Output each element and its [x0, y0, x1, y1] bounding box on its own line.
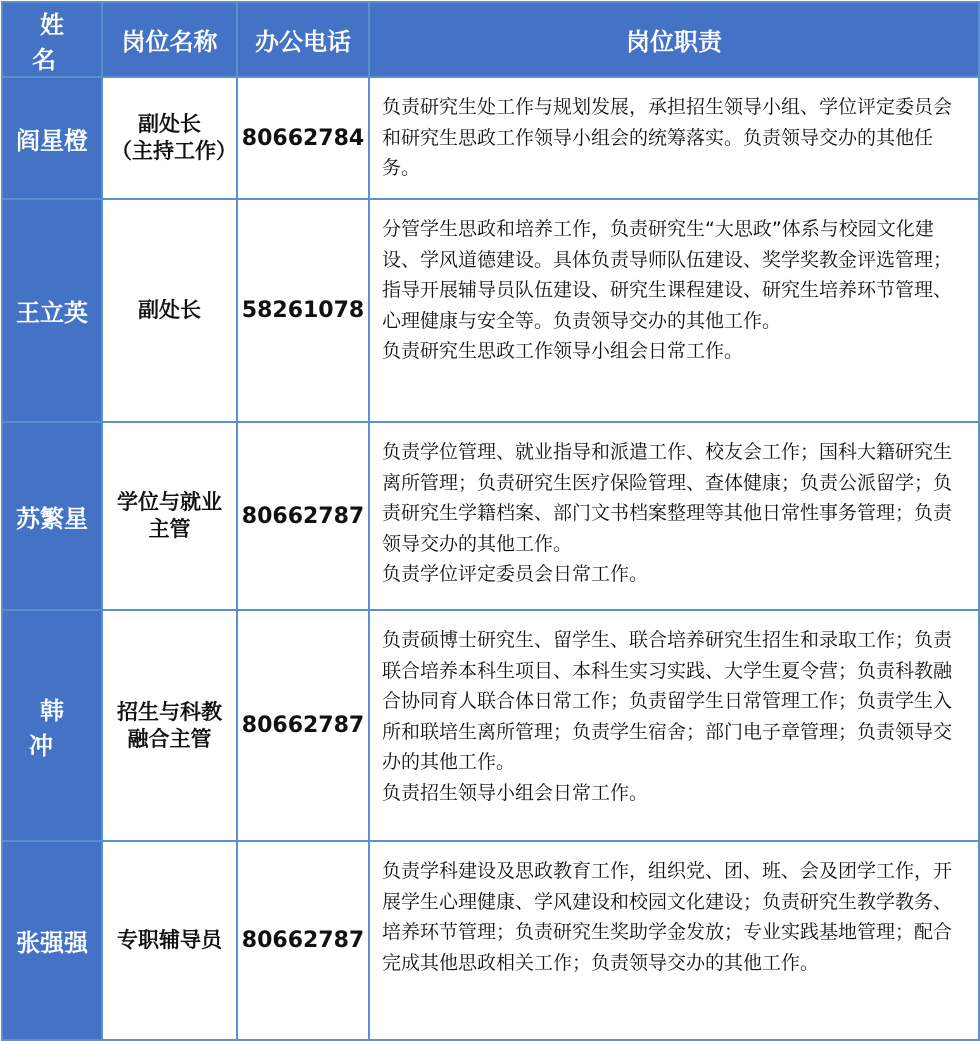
position-line: （主持工作） [111, 139, 237, 163]
duty-paragraph: 负责招生领导小组会日常工作。 [382, 781, 649, 804]
position-title [102, 199, 237, 422]
header-position: 岗位名称 [102, 2, 237, 77]
duty-description [369, 199, 979, 422]
position-title [102, 422, 237, 610]
position-line: 招生与科教 [117, 699, 222, 724]
table-row [2, 199, 979, 422]
duty-paragraph: 负责硕博士研究生、留学生、联合培养研究生招生和录取工作；负责联合培养本科生项目、本科生实习实践、大学生夏令营；负责科教融合协同育人联合体日常工作；负责留学生日常管理工作；负责学生入所和联培生离所管理；负责学生宿舍；部门电子章管理；负责领导交办的其他工作。 [382, 629, 953, 773]
duty-paragraph: 负责研究生思政工作领导小组会日常工作。 [382, 340, 744, 362]
office-phone: 58261078 [237, 199, 369, 422]
table-row [2, 610, 979, 841]
position-line: 专职辅导员 [117, 928, 222, 952]
position-title [102, 841, 237, 1040]
duty-paragraph: 负责学科建设及思政教育工作，组织党、团、班、会及团学工作，开展学生心理健康、学风建设和校园文化建设；负责研究生教学教务、培养环节管理；负责研究生奖助学金发放；专业实践基地管理；配合完成其他思政相关工作；负责领导交办的其他工作。 [382, 860, 953, 974]
duty-description [369, 841, 979, 1040]
position-title [102, 77, 237, 199]
office-phone: 80662784 [237, 77, 369, 199]
duty-paragraph: 负责学位评定委员会日常工作。 [382, 563, 649, 585]
duty-description [369, 77, 979, 199]
table-row [2, 77, 979, 199]
staff-name: 阎星橙 [2, 77, 102, 199]
position-line: 学位与就业 [117, 490, 222, 514]
header-phone: 办公电话 [237, 2, 369, 77]
duty-paragraph: 分管学生思政和培养工作，负责研究生“大思政”体系与校园文化建设、学风道德建设。具体负责导师队伍建设、奖学奖教金评选管理；指导开展辅导员队伍建设、研究生课程建设、研究生培养环节管理、心理健康与安全等。负责领导交办的其他工作。 [382, 218, 953, 332]
position-line: 主管 [148, 517, 191, 541]
header-duties: 岗位职责 [369, 2, 979, 77]
table-row [2, 422, 979, 610]
duty-description [369, 422, 979, 610]
position-title [102, 610, 237, 841]
position-line: 副处长 [138, 298, 201, 322]
table-header-row [2, 2, 979, 77]
position-line: 融合主管 [127, 726, 212, 751]
header-name: 姓 名 [2, 2, 102, 77]
office-phone: 80662787 [237, 841, 369, 1040]
office-phone: 80662787 [237, 422, 369, 610]
duty-paragraph: 负责研究生处工作与规划发展，承担招生领导小组、学位评定委员会和研究生思政工作领导小组会的统筹落实。负责领导交办的其他任务。 [382, 96, 953, 179]
staff-name: 王立英 [2, 199, 102, 422]
duty-paragraph: 负责学位管理、就业指导和派遣工作、校友会工作；国科大籍研究生离所管理；负责研究生医疗保险管理、查体健康；负责公派留学；负责研究生学籍档案、部门文书档案整理等其他日常性事务管理；负责领导交办的其他工作。 [382, 441, 953, 555]
table-row [2, 841, 979, 1040]
staff-name: 张强强 [2, 841, 102, 1040]
position-line: 副处长 [138, 112, 201, 136]
staff-duty-table [1, 1, 980, 1041]
staff-name: 韩 冲 [2, 610, 102, 841]
staff-name: 苏繁星 [2, 422, 102, 610]
office-phone: 80662787 [237, 610, 369, 841]
duty-description [369, 610, 979, 841]
